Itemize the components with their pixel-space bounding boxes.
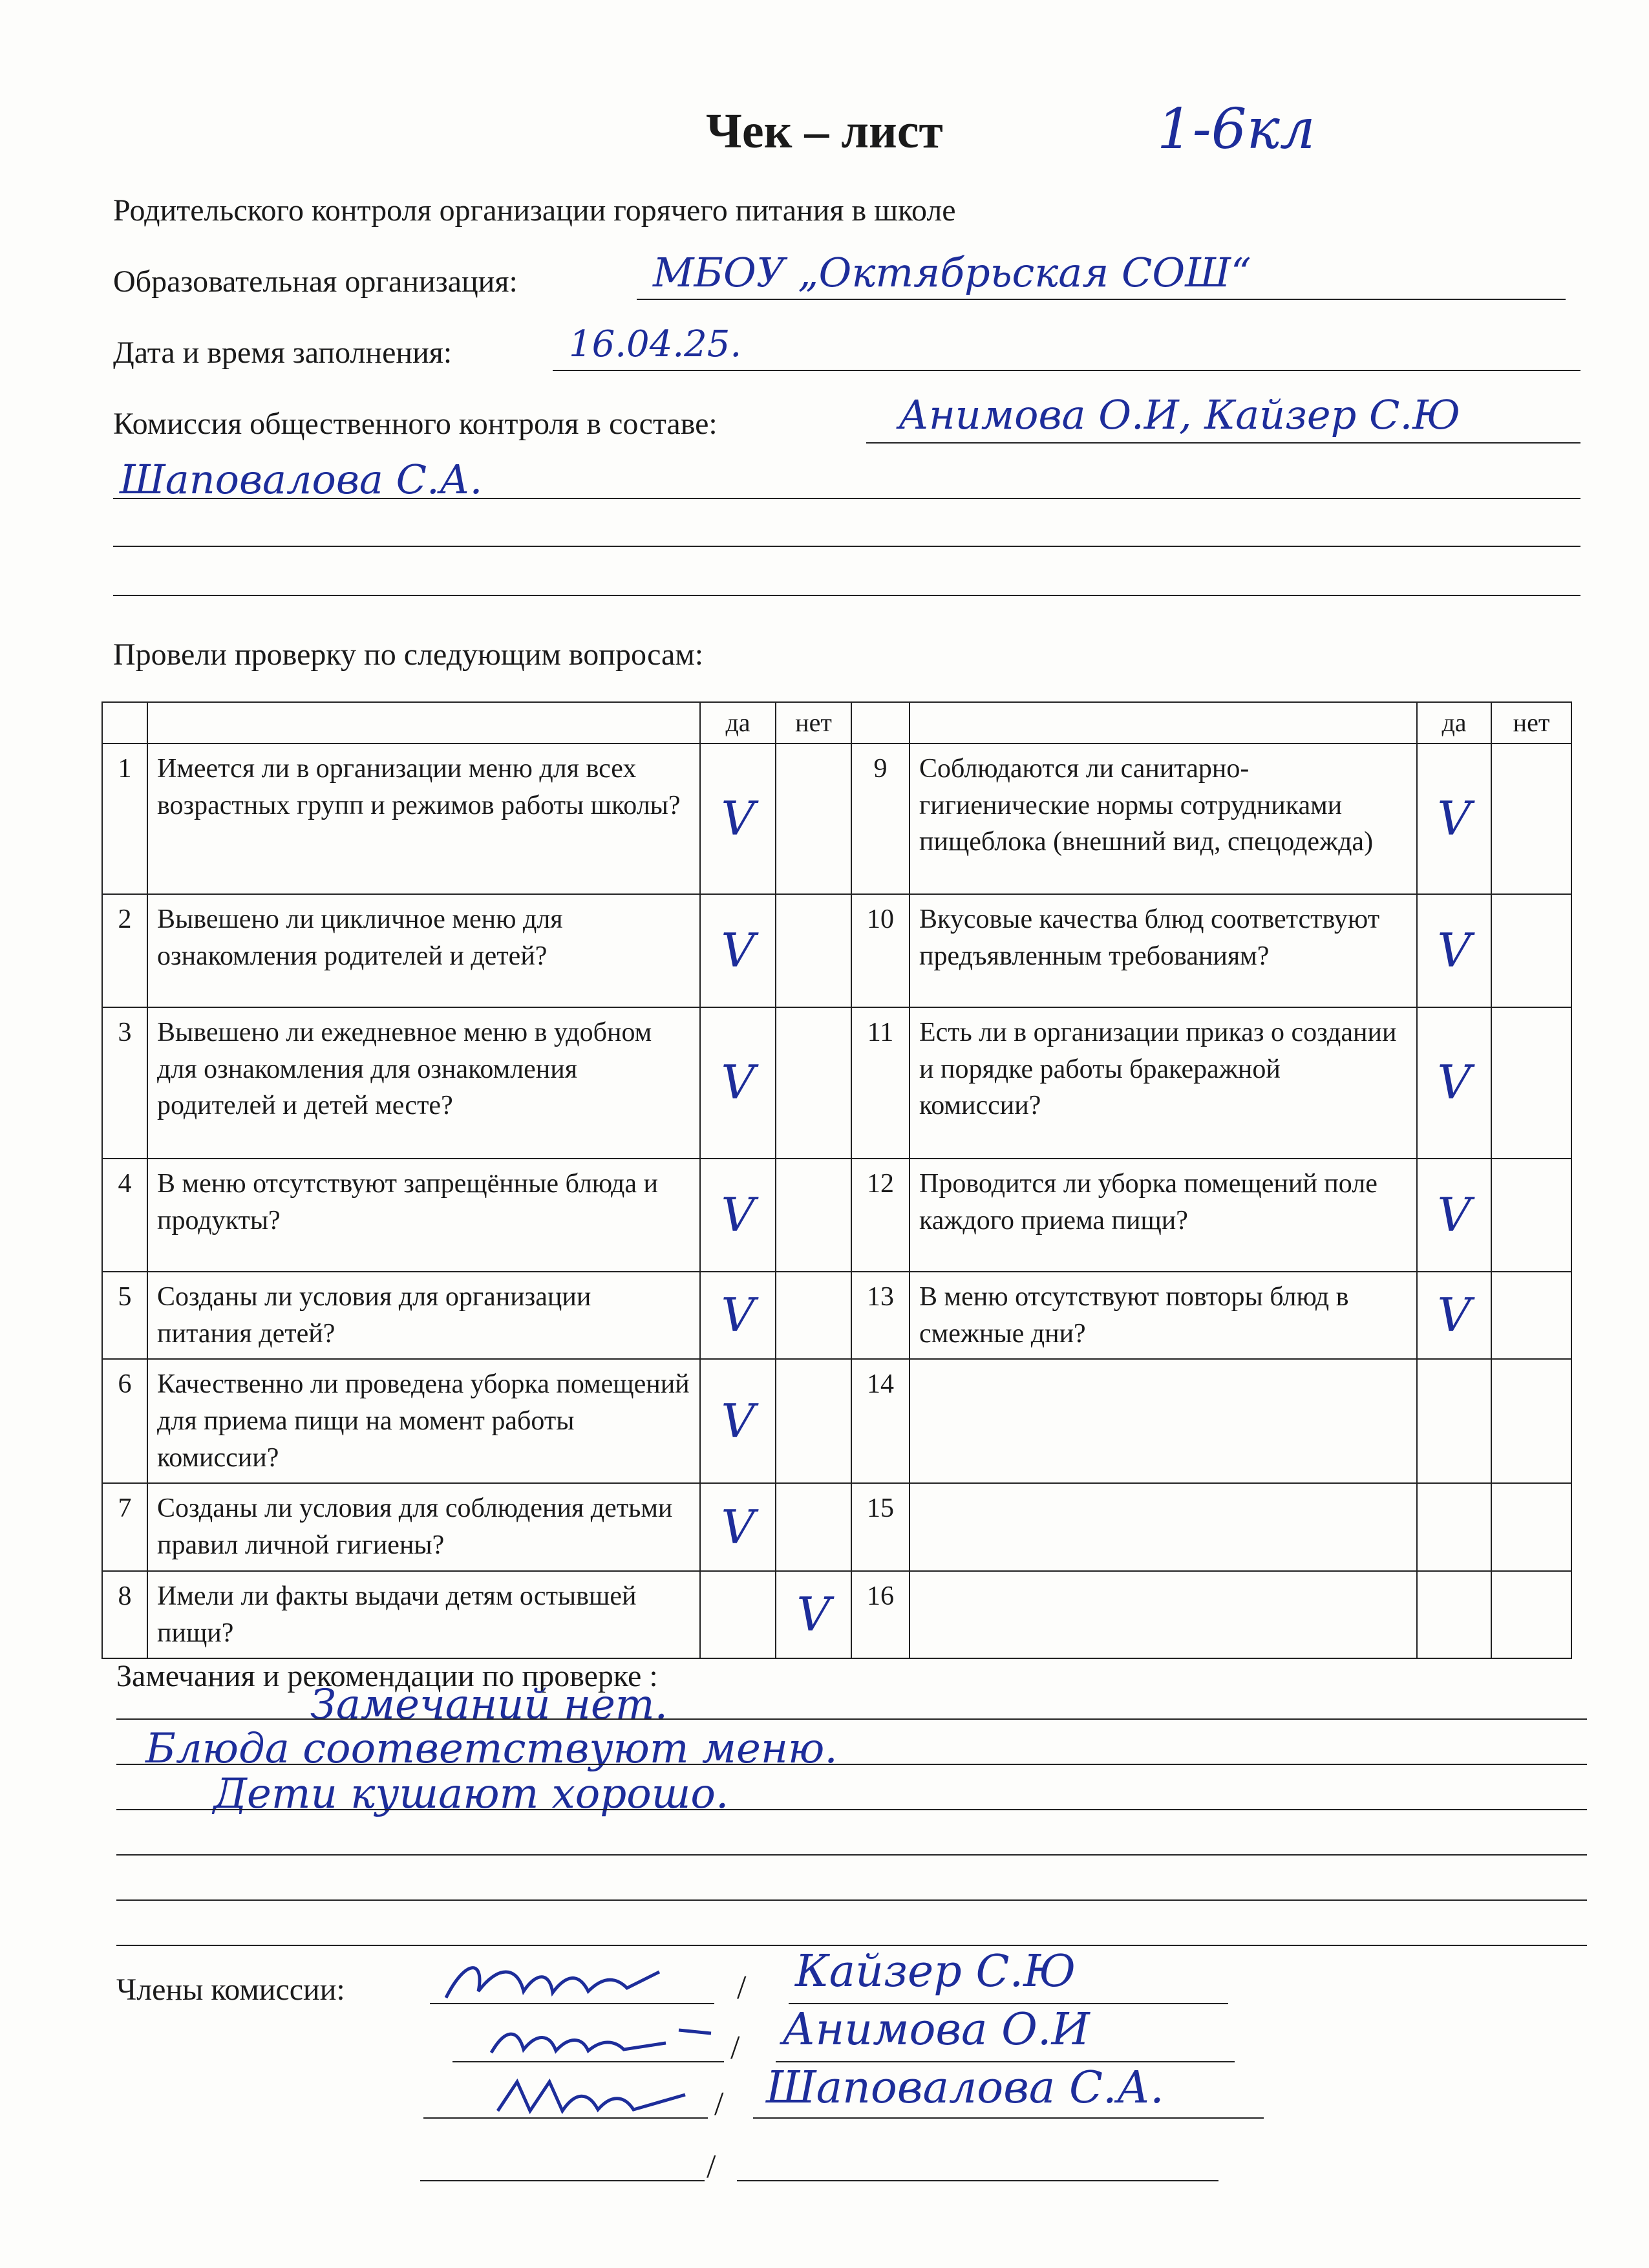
table-row <box>102 894 1571 1007</box>
name-line-3 <box>753 2117 1264 2119</box>
table-row <box>102 1007 1571 1159</box>
answer-yes-cell[interactable]: V <box>1417 1159 1491 1272</box>
handwritten-class-note: 1-6кл <box>1157 97 1315 162</box>
remarks-line-1[interactable]: Замечаний нет. <box>310 1681 668 1729</box>
answer-no-cell[interactable] <box>1491 1483 1571 1570</box>
answer-no-cell[interactable]: V <box>776 1571 851 1658</box>
col-no-right: нет <box>1491 702 1571 744</box>
answer-yes-cell[interactable]: V <box>700 1272 776 1359</box>
answer-yes-cell[interactable]: V <box>700 1007 776 1159</box>
answer-yes-cell[interactable]: V <box>700 1359 776 1483</box>
signer-name-3[interactable]: Шаповалова С.А. <box>766 2062 1164 2113</box>
remarks-underline-3 <box>116 1809 1587 1810</box>
name-line-4 <box>737 2180 1218 2181</box>
commission-value-2[interactable]: Шаповалова С.А. <box>120 456 483 503</box>
date-label: Дата и время заполнения: <box>113 336 452 370</box>
signature-line-3 <box>423 2117 708 2119</box>
signature-3 <box>491 2072 711 2124</box>
table-row <box>102 1159 1571 1272</box>
answer-no-cell[interactable] <box>1491 1007 1571 1159</box>
answer-no-cell[interactable] <box>1491 1359 1571 1483</box>
question-number: 7 <box>102 1483 147 1570</box>
question-number: 12 <box>851 1159 910 1272</box>
answer-no-cell[interactable] <box>776 1159 851 1272</box>
signature-separator-1: / <box>737 1969 747 2006</box>
answer-no-cell[interactable] <box>1491 744 1571 894</box>
table-row <box>102 1571 1571 1658</box>
commission-value-1[interactable]: Анимова О.И, Кайзер С.Ю <box>899 391 1461 438</box>
answer-yes-cell[interactable]: V <box>700 744 776 894</box>
answer-no-cell[interactable] <box>776 1007 851 1159</box>
answer-yes-cell[interactable]: V <box>1417 1272 1491 1359</box>
table-header-row <box>102 702 1571 744</box>
question-number: 15 <box>851 1483 910 1570</box>
answer-yes-cell[interactable] <box>1417 1571 1491 1658</box>
question-number: 11 <box>851 1007 910 1159</box>
org-underline <box>637 299 1566 300</box>
question-number: 8 <box>102 1571 147 1658</box>
answer-no-cell[interactable] <box>1491 1571 1571 1658</box>
answer-no-cell[interactable] <box>776 894 851 1007</box>
answer-yes-cell[interactable] <box>1417 1483 1491 1570</box>
remarks-label: Замечания и рекомендации по проверке : <box>116 1659 658 1693</box>
question-text: Созданы ли условия для соблюдения детьми правил личной гигиены? <box>147 1483 700 1570</box>
table-row <box>102 1483 1571 1570</box>
questions-intro: Провели проверку по следующим вопросам: <box>113 637 704 672</box>
header-empty-num-right <box>851 702 910 744</box>
header-empty-question-left <box>147 702 700 744</box>
question-text: Проводится ли уборка помещений поле каждого приема пищи? <box>910 1159 1417 1272</box>
remarks-underline-4 <box>116 1854 1587 1856</box>
question-number: 16 <box>851 1571 910 1658</box>
question-number: 9 <box>851 744 910 894</box>
org-value[interactable]: МБОУ „Октябрьская СОШ“ <box>653 249 1251 296</box>
signer-name-1[interactable]: Кайзер С.Ю <box>795 1946 1076 1997</box>
signer-name-2[interactable]: Анимова О.И <box>782 2004 1090 2055</box>
question-text: Созданы ли условия для организации питания детей? <box>147 1272 700 1359</box>
question-text: В меню отсутствуют повторы блюд в смежные дни? <box>910 1272 1417 1359</box>
remarks-underline-2 <box>116 1764 1587 1765</box>
commission-label: Комиссия общественного контроля в составе: <box>113 407 718 441</box>
header-empty-num-left <box>102 702 147 744</box>
answer-yes-cell[interactable]: V <box>700 894 776 1007</box>
signature-line-4 <box>420 2180 705 2181</box>
table-row <box>102 1272 1571 1359</box>
question-text: Соблюдаются ли санитарно-гигиенические нормы сотрудниками пищеблока (внешний вид, спецодежда) <box>910 744 1417 894</box>
commission-underline-3 <box>113 546 1580 547</box>
remarks-underline-1 <box>116 1718 1587 1720</box>
remarks-line-3[interactable]: Дети кушают хорошо. <box>213 1770 729 1818</box>
answer-no-cell[interactable] <box>1491 894 1571 1007</box>
org-label: Образовательная организация: <box>113 264 518 299</box>
question-text: Вкусовые качества блюд соответствуют предъявленным требованиям? <box>910 894 1417 1007</box>
answer-yes-cell[interactable]: V <box>700 1159 776 1272</box>
answer-no-cell[interactable] <box>1491 1272 1571 1359</box>
answer-no-cell[interactable] <box>776 744 851 894</box>
question-number: 3 <box>102 1007 147 1159</box>
signature-line-2 <box>452 2061 724 2062</box>
question-text: Вывешено ли ежедневное меню в удобном для ознакомления для ознакомления родителей и детей месте? <box>147 1007 700 1159</box>
answer-yes-cell[interactable]: V <box>1417 744 1491 894</box>
question-number: 5 <box>102 1272 147 1359</box>
remarks-underline-5 <box>116 1899 1587 1901</box>
signature-line-1 <box>430 2003 714 2004</box>
question-number: 2 <box>102 894 147 1007</box>
question-text: Есть ли в организации приказ о создании и порядке работы бракеражной комиссии? <box>910 1007 1417 1159</box>
date-underline <box>553 370 1580 371</box>
answer-no-cell[interactable] <box>776 1272 851 1359</box>
commission-underline-4 <box>113 595 1580 596</box>
signature-separator-2: / <box>730 2029 740 2066</box>
answer-no-cell[interactable] <box>776 1359 851 1483</box>
question-number: 6 <box>102 1359 147 1483</box>
table-row <box>102 744 1571 894</box>
question-text: Качественно ли проведена уборка помещений для приема пищи на момент работы комиссии? <box>147 1359 700 1483</box>
members-label: Члены комиссии: <box>116 1973 345 2007</box>
question-text: Вывешено ли цикличное меню для ознакомления родителей и детей? <box>147 894 700 1007</box>
answer-yes-cell[interactable] <box>700 1571 776 1658</box>
form-subtitle: Родительского контроля организации горячего питания в школе <box>113 193 956 228</box>
signature-separator-3: / <box>714 2086 724 2123</box>
col-yes-left: да <box>700 702 776 744</box>
answer-yes-cell[interactable]: V <box>1417 1007 1491 1159</box>
question-text <box>910 1483 1417 1570</box>
signature-1 <box>440 1952 679 2011</box>
checklist-table <box>101 701 1572 1659</box>
question-text <box>910 1359 1417 1483</box>
col-yes-right: да <box>1417 702 1491 744</box>
question-text <box>910 1571 1417 1658</box>
answer-yes-cell[interactable]: V <box>1417 894 1491 1007</box>
table-row <box>102 1359 1571 1483</box>
question-number: 13 <box>851 1272 910 1359</box>
question-text: Имеется ли в организации меню для всех возрастных групп и режимов работы школы? <box>147 744 700 894</box>
remarks-line-2[interactable]: Блюда соответствуют меню. <box>145 1725 838 1773</box>
question-text: Имели ли факты выдачи детям остывшей пищи? <box>147 1571 700 1658</box>
signature-separator-4: / <box>707 2148 716 2185</box>
question-number: 1 <box>102 744 147 894</box>
commission-underline-1 <box>866 442 1580 444</box>
answer-no-cell[interactable] <box>776 1483 851 1570</box>
header-empty-question-right <box>910 702 1417 744</box>
answer-yes-cell[interactable] <box>1417 1359 1491 1483</box>
question-number: 14 <box>851 1359 910 1483</box>
answer-yes-cell[interactable]: V <box>700 1483 776 1570</box>
date-value[interactable]: 16.04.25. <box>569 323 742 365</box>
answer-no-cell[interactable] <box>1491 1159 1571 1272</box>
question-number: 4 <box>102 1159 147 1272</box>
question-number: 10 <box>851 894 910 1007</box>
question-text: В меню отсутствуют запрещённые блюда и продукты? <box>147 1159 700 1272</box>
col-no-left: нет <box>776 702 851 744</box>
page-title: Чек – лист <box>706 104 943 158</box>
